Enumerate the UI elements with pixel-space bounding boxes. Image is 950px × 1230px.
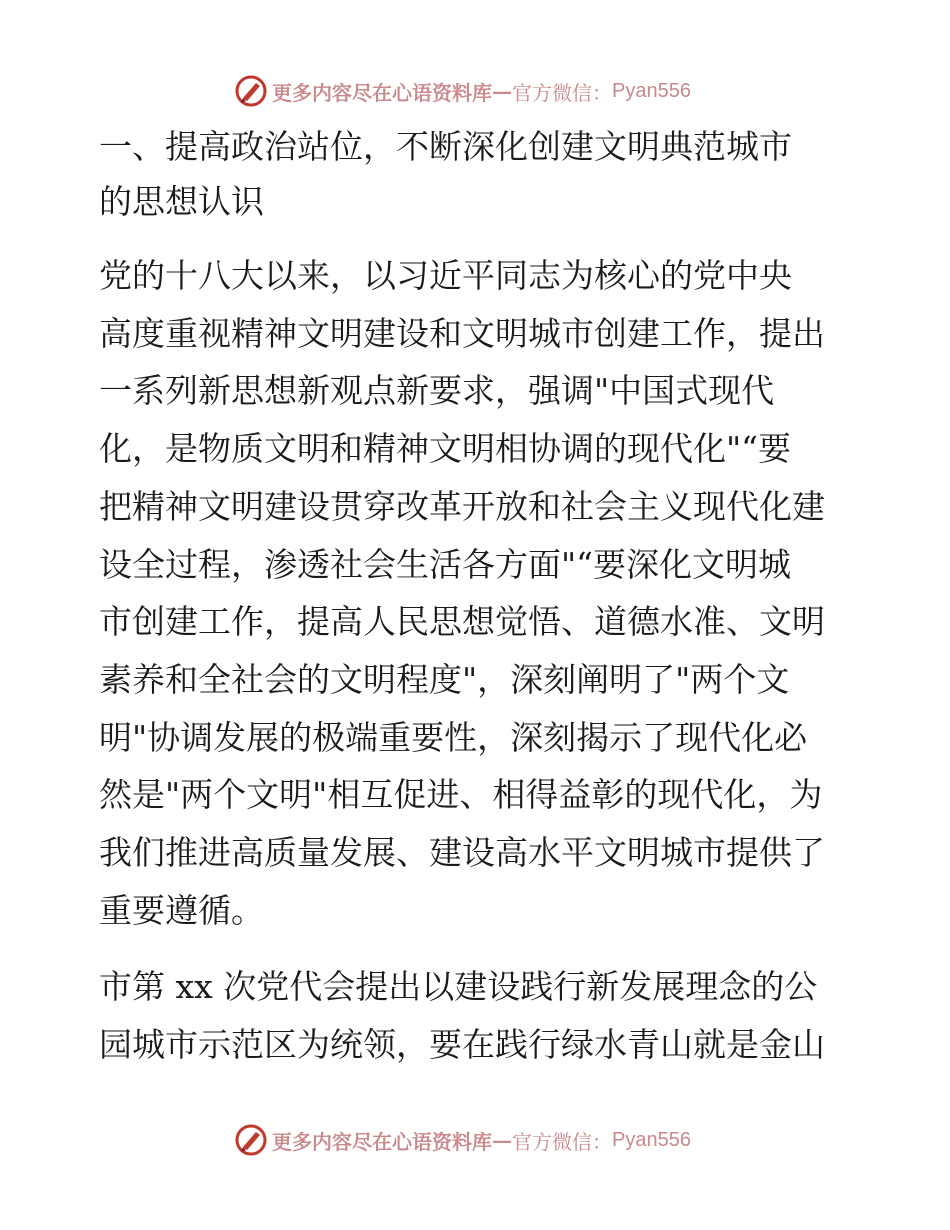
watermark-wechat-id: Pyan556 [612, 79, 691, 102]
watermark-header [234, 74, 691, 108]
pen-logo-icon [234, 74, 268, 108]
section-heading [99, 119, 859, 229]
watermark-separator: — [492, 1128, 512, 1152]
paragraph-line: 设全过程，渗透社会生活各方面"“要深化文明城 [99, 544, 792, 584]
paragraph-2 [99, 958, 859, 1073]
watermark-brand: 更多内容尽在心语资料库 [272, 80, 492, 105]
paragraph-line: 市创建工作，提高人民思想觉悟、道德水准、文明 [99, 602, 825, 642]
paragraph-line: 一系列新思想新观点新要求，强调"中国式现代 [99, 371, 775, 411]
document-body [99, 119, 859, 1093]
pen-logo-icon [234, 1123, 268, 1157]
paragraph-line: 明"协调发展的极端重要性，深刻揭示了现代化必 [99, 717, 808, 757]
paragraph-1 [99, 247, 859, 939]
paragraph-line: 我们推进高质量发展、建设高水平文明城市提供了 [99, 833, 825, 873]
paragraph-line: 高度重视精神文明建设和文明城市创建工作，提出 [99, 313, 825, 353]
paragraph-line: 党的十八大以来，以习近平同志为核心的党中央 [99, 256, 792, 295]
heading-line: 一、提高政治站位，不断深化创建文明典范城市 [99, 127, 792, 166]
paragraph-line: 然是"两个文明"相互促进、相得益彰的现代化，为 [99, 775, 823, 815]
heading-line: 的思想认识 [99, 182, 264, 221]
paragraph-line: 园城市示范区为统领，要在践行绿水青山就是金山 [99, 1025, 825, 1065]
watermark-brand: 更多内容尽在心语资料库 [272, 1129, 492, 1154]
watermark-wechat-label: 官方微信： [512, 80, 612, 105]
paragraph-line: 化，是物质文明和精神文明相协调的现代化"“要 [99, 429, 792, 469]
paragraph-line: 素养和全社会的文明程度"，深刻阐明了"两个文 [99, 659, 790, 699]
watermark-footer [234, 1123, 691, 1157]
watermark-separator: — [492, 79, 512, 103]
watermark-wechat-label: 官方微信： [512, 1129, 612, 1154]
paragraph-line: 市第 xx 次党代会提出以建设践行新发展理念的公 [99, 967, 818, 1007]
paragraph-line: 把精神文明建设贯穿改革开放和社会主义现代化建 [99, 486, 825, 526]
watermark-wechat-id: Pyan556 [612, 1128, 691, 1151]
paragraph-line: 重要遵循。 [99, 890, 264, 930]
